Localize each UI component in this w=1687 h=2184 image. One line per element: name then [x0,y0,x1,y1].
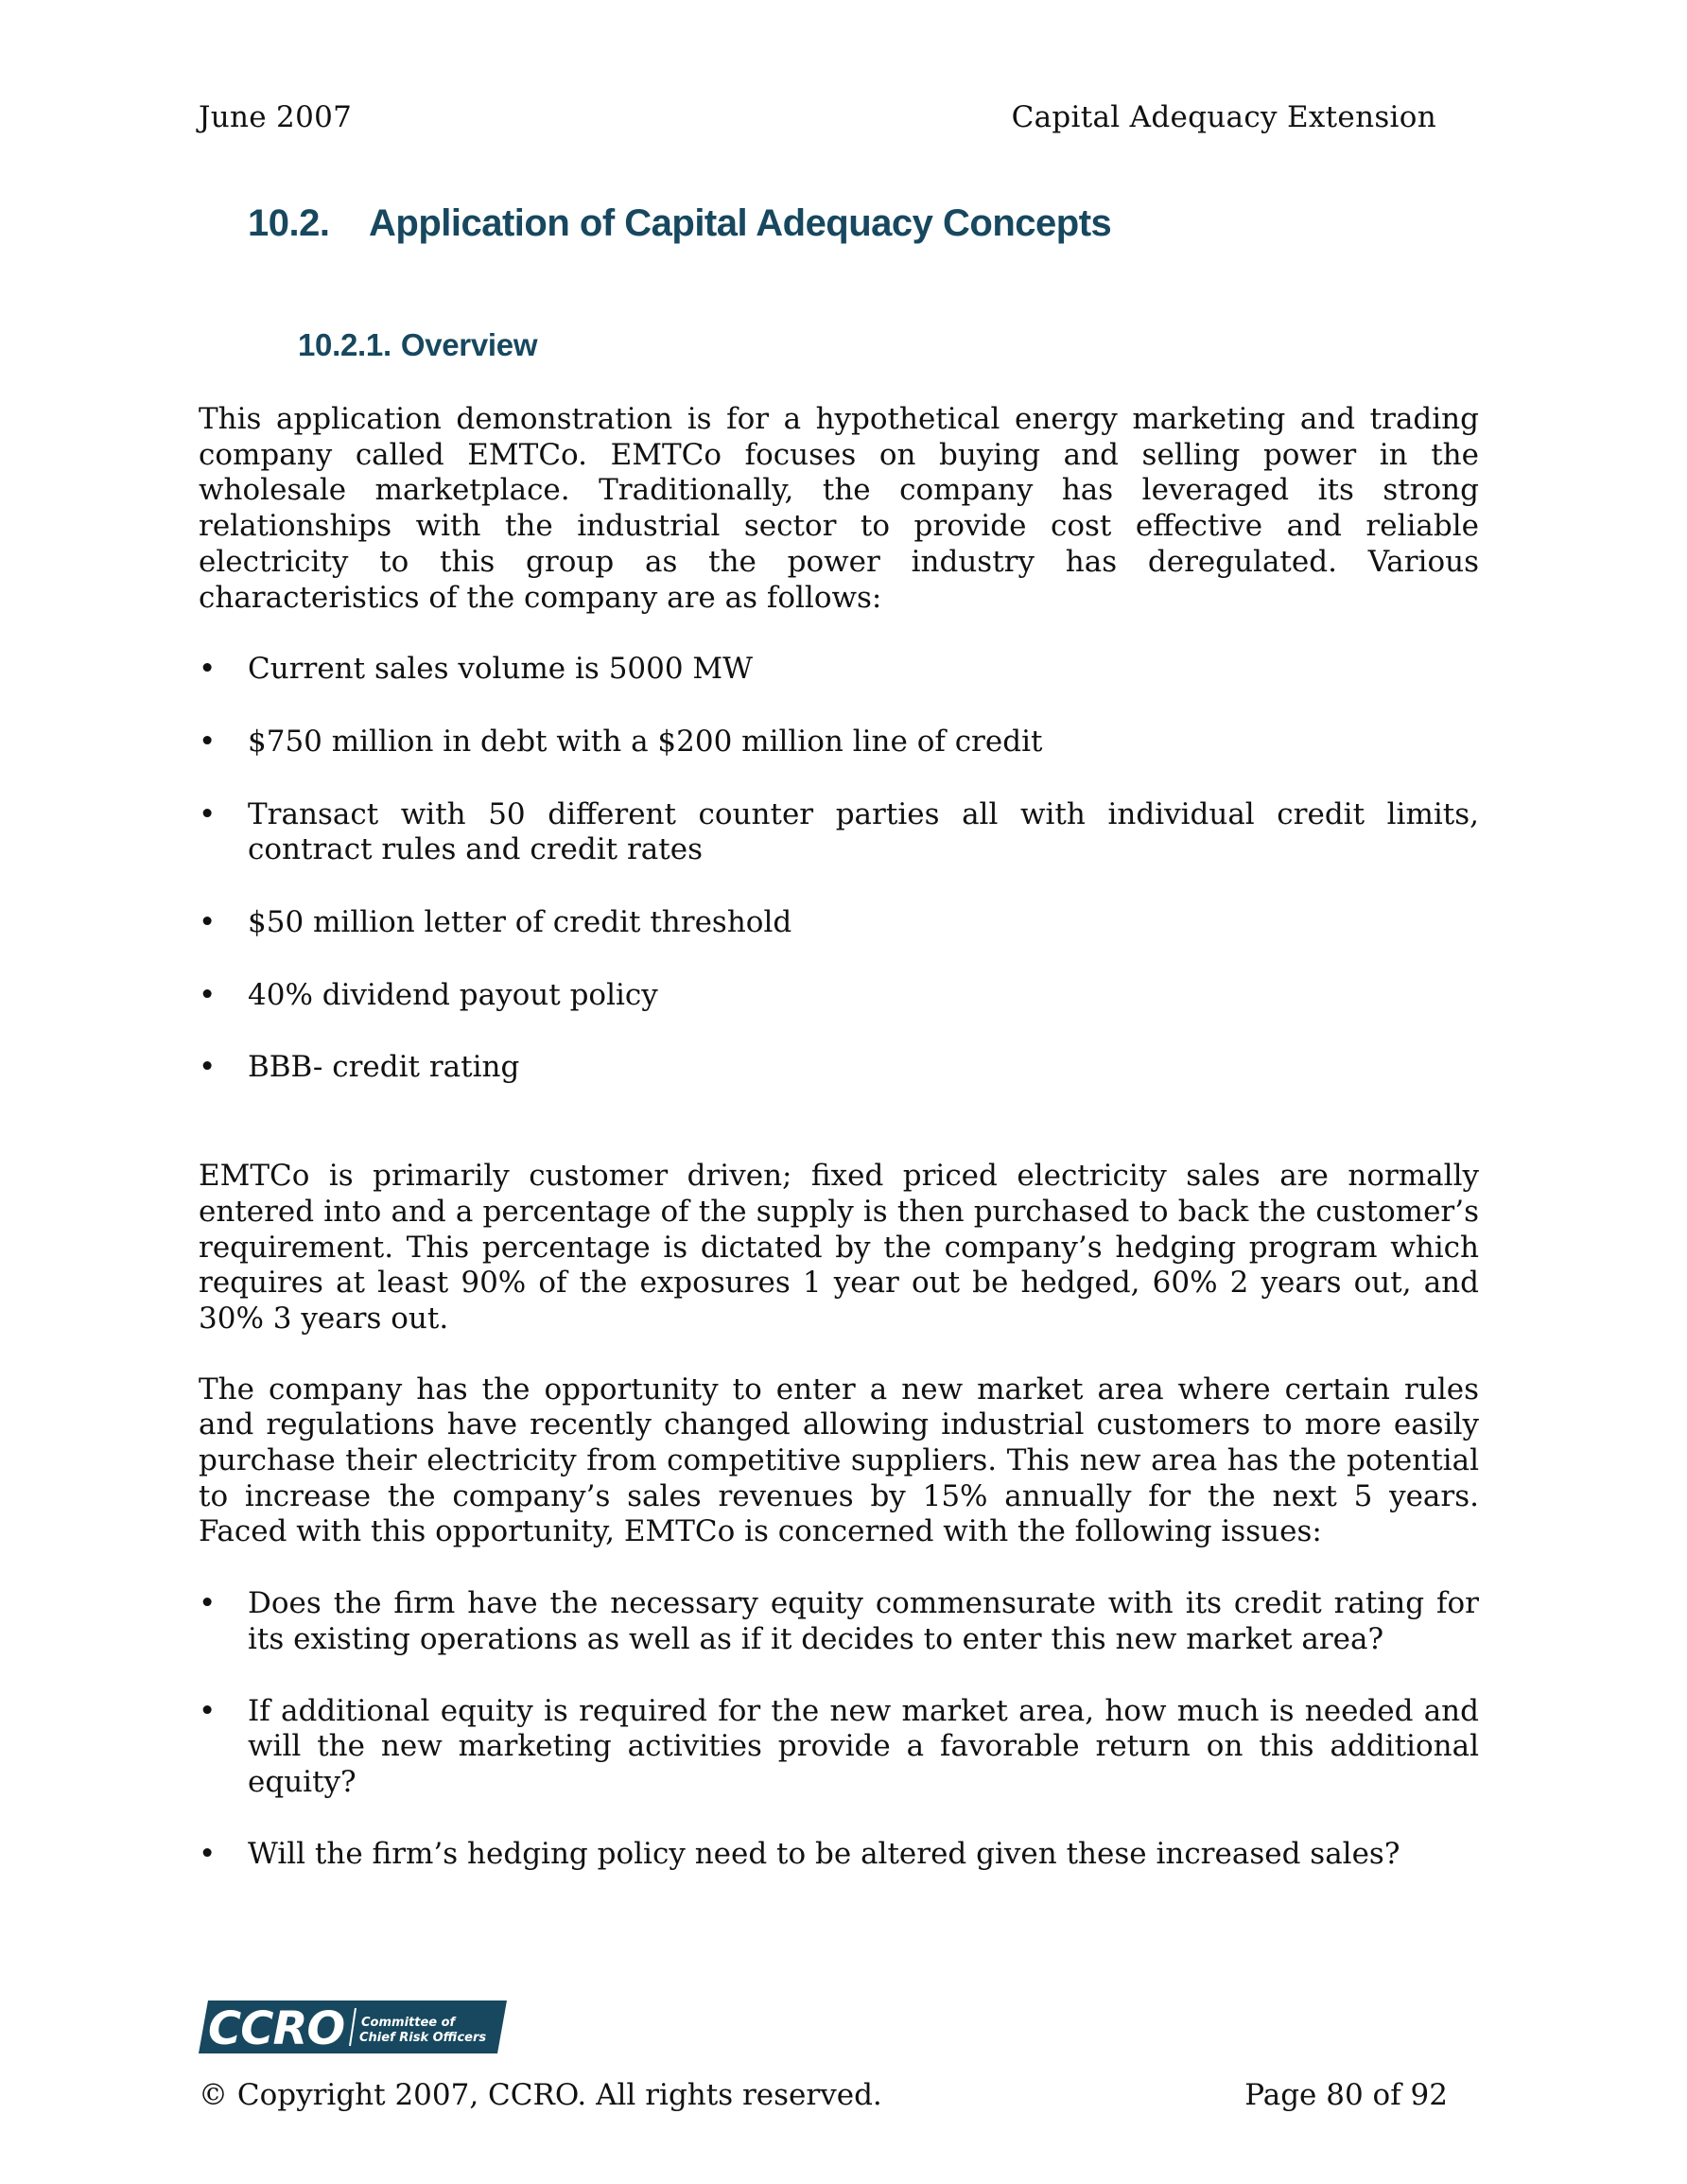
bullet-icon: • [199,1836,217,1871]
bullet-icon: • [199,1693,217,1728]
section-title: Application of Capital Adequacy Concepts [369,202,1112,244]
characteristics-list [199,652,1479,1086]
bullet-icon: • [199,724,217,759]
section-number: 10.2. [248,202,330,244]
subsection-heading [298,327,537,363]
logo-line2: Chief Risk Officers [359,2031,487,2045]
paragraph: The company has the opportunity to enter a new market area where certain rules and regulations have recently changed allowing industrial customers to more easily purchase their electricity from competitive suppliers. This new area has the potential to increase the company’s sales revenues by 15% annually for the next 5 years. Faced with this opportunity, EMTCo is concerned with the following issues: [199,1372,1479,1549]
list-item: • $50 million letter of credit threshold [199,905,792,940]
list-item: • Transact with 50 different counter parties all with individual credit limits, contract rules and credit rates [199,796,1479,867]
bullet-icon: • [199,652,217,687]
subsection-number: 10.2.1. [298,327,391,362]
header-document-title: Capital Adequacy Extension [1011,100,1436,134]
bullet-icon: • [199,1050,217,1085]
issues-list [199,1586,1479,1872]
list-item: • Current sales volume is 5000 MW [199,652,754,687]
list-item: • If additional equity is required for the new market area, how much is needed and will the new marketing activities provide a favorable return on this additional equity? [199,1693,1479,1799]
list-item: • $750 million in debt with a $200 million line of credit [199,724,1043,759]
logo-line1: Committee of [361,2016,456,2030]
list-item: • BBB- credit rating [199,1050,520,1085]
bullet-icon: • [199,1586,217,1621]
paragraph: EMTCo is primarily customer driven; fixed priced electricity sales are normally entered into and a percentage of the supply is then purchased to back the customer’s requirement. This percentage is dictated by the company’s hedging program which requires at least 90% of the exposures 1 year out be hedged, 60% 2 years out, and 30% 3 years out. [199,1159,1479,1336]
bullet-icon: • [199,796,217,831]
list-item: • Does the firm have the necessary equity commensurate with its credit rating for its existing operations as well as if it decides to enter this new market area? [199,1586,1479,1656]
header-date: June 2007 [199,100,353,134]
body-content [199,402,1479,1872]
intro-paragraph: This application demonstration is for a hypothetical energy marketing and trading company called EMTCo. EMTCo focuses on buying and selling power in the wholesale marketplace. Traditionally, the company has leveraged its strong relationships with the industrial sector to provide cost effective and reliable electricity to this group as the power industry has deregulated. Various characteristics of the company are as follows: [199,402,1479,615]
list-item: • 40% dividend payout policy [199,977,658,1012]
bullet-icon: • [199,977,217,1012]
section-heading [248,202,1111,245]
ccro-logo [199,2001,507,2053]
logo-acronym: CCRO [208,2002,345,2053]
bullet-icon: • [199,905,217,940]
footer-copyright: © Copyright 2007, CCRO. All rights reserved. [199,2078,882,2112]
list-item: • Will the firm’s hedging policy need to be altered given these increased sales? [199,1836,1400,1871]
subsection-title: Overview [400,327,538,362]
footer-page-number: Page 80 of 92 [1244,2078,1448,2112]
